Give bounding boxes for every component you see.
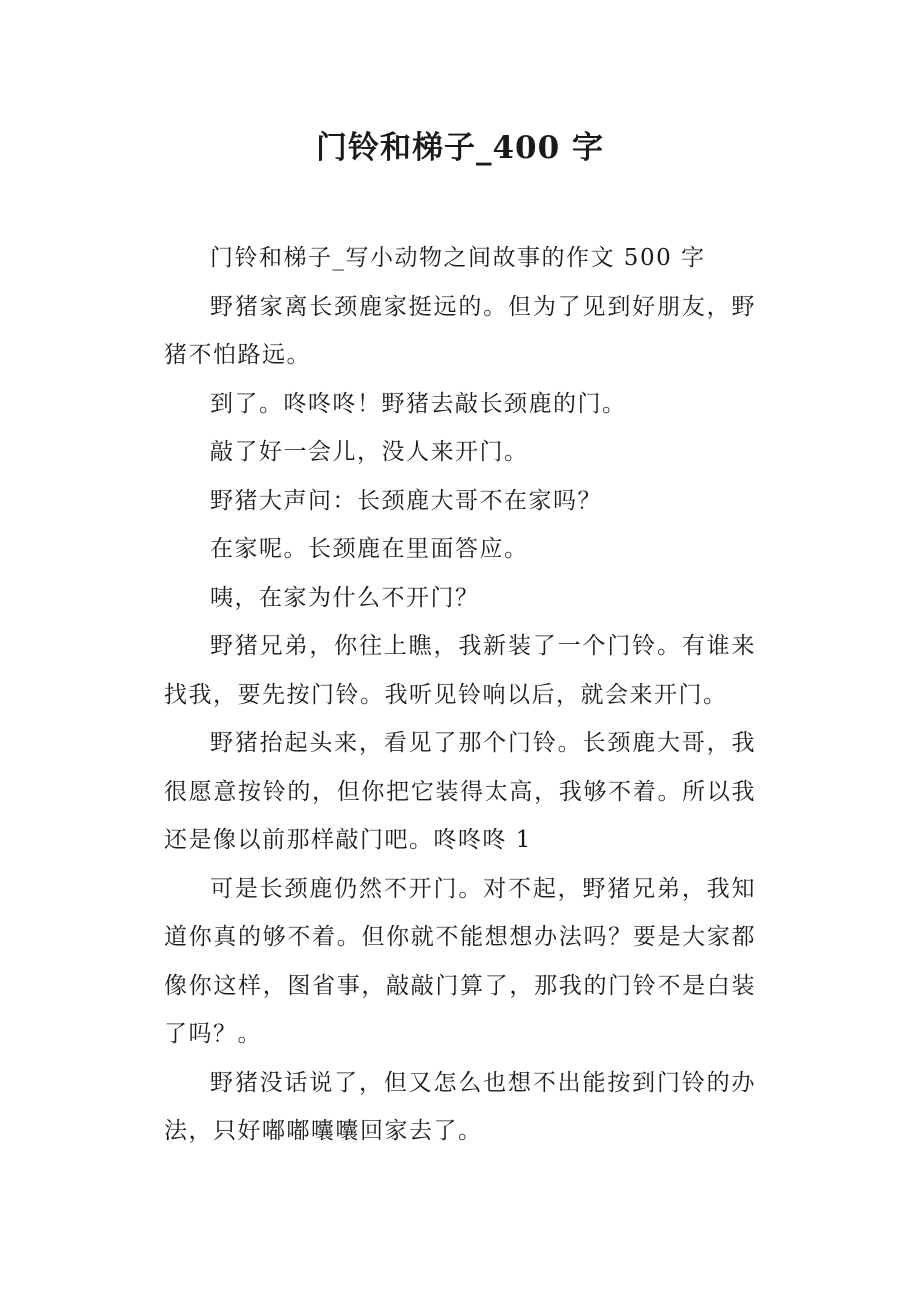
paragraph: 野猪大声问：长颈鹿大哥不在家吗？ (210, 487, 602, 514)
paragraph: 到了。咚咚咚！野猪去敲长颈鹿的门。 (210, 390, 627, 417)
paragraph: 咦，在家为什么不开门？ (210, 584, 480, 611)
paragraph: 野猪兄弟，你往上瞧，我新装了一个门铃。有谁来找我，要先按门铃。我听见铃响以后，就会来开门。 (164, 633, 756, 708)
document-title: 门铃和梯子_400 字 (315, 130, 604, 166)
document-body (164, 234, 756, 1156)
paragraph: 野猪家离长颈鹿家挺远的。但为了见到好朋友，野猪不怕路远。 (164, 293, 756, 368)
paragraph: 敲了好一会儿，没人来开门。 (210, 439, 529, 465)
paragraph: 在家呢。长颈鹿在里面答应。 (210, 536, 529, 562)
paragraph: 野猪抬起头来，看见了那个门铃。长颈鹿大哥，我很愿意按铃的，但你把它装得太高，我够不着。所以我还是像以前那样敲门吧。咚咚咚 1 (164, 730, 756, 853)
paragraph-subtitle: 门铃和梯子_写小动物之间故事的作文 500 字 (210, 245, 706, 271)
paragraph: 野猪没话说了，但又怎么也想不出能按到门铃的办法，只好嘟嘟囔囔回家去了。 (164, 1069, 756, 1144)
paragraph: 可是长颈鹿仍然不开门。对不起，野猪兄弟，我知道你真的够不着。但你就不能想想办法吗？要是大家都像你这样，图省事，敲敲门算了，那我的门铃不是白装了吗？。 (164, 875, 756, 1047)
